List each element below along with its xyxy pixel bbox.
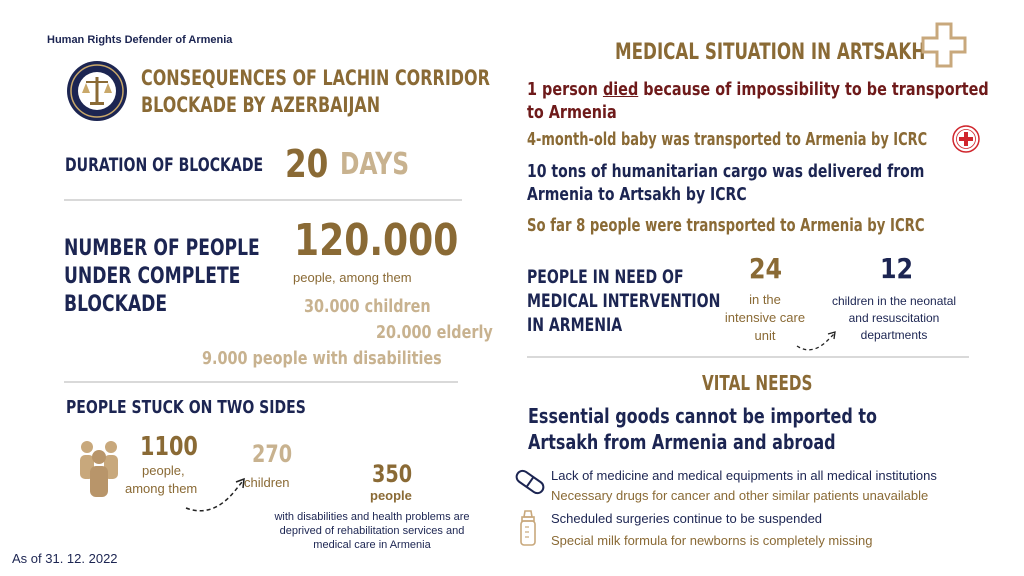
medical-title: MEDICAL SITUATION IN ARTSAKH xyxy=(615,40,926,65)
stuck-count3-text: people xyxy=(370,488,412,503)
stuck-count3: 350 xyxy=(372,460,413,488)
divider-left-2 xyxy=(64,381,458,383)
blockade-children: 30.000 children xyxy=(304,296,431,317)
need-count1-line1: in the xyxy=(749,292,781,307)
as-of-date: As of 31. 12. 2022 xyxy=(12,551,118,566)
cargo-line1: 10 tons of humanitarian cargo was delivered from xyxy=(527,161,925,182)
need-count1-line3: unit xyxy=(754,328,776,343)
organization-name: Human Rights Defender of Armenia xyxy=(47,34,233,46)
medical-cross-icon xyxy=(921,22,967,68)
need-count2-line3: departments xyxy=(860,328,928,342)
stuck-count2-text: children xyxy=(244,475,290,490)
blockade-sub: people, among them xyxy=(293,270,412,285)
main-title-line2: BLOCKADE BY AZERBAIJAN xyxy=(141,93,381,117)
need-count1-line2: intensive care xyxy=(724,310,806,325)
red-cross-icon xyxy=(952,125,980,153)
baby-text: 4-month-old baby was transported to Armenia by ICRC xyxy=(527,129,928,150)
blockade-label-line2: UNDER COMPLETE xyxy=(64,264,241,289)
died-post: because of impossibility to be transported xyxy=(638,79,989,100)
need-count2-line2: and resuscitation xyxy=(848,311,940,325)
died-line1 xyxy=(527,79,989,100)
blockade-label-line1: NUMBER OF PEOPLE xyxy=(64,236,260,261)
blockade-label-line3: BLOCKADE xyxy=(64,292,168,317)
blockade-elderly: 20.000 elderly xyxy=(376,322,493,343)
cargo-line2: Armenia to Artsakh by ICRC xyxy=(527,184,747,205)
need-item-3: Scheduled surgeries continue to be suspended xyxy=(551,511,823,526)
died-line2: to Armenia xyxy=(527,102,617,123)
dashed-arrow-icon xyxy=(182,470,252,516)
pill-capsule-icon xyxy=(512,466,548,498)
baby-bottle-icon xyxy=(517,509,539,547)
stuck-count1-text2: among them xyxy=(125,481,198,496)
divider-right-1 xyxy=(527,356,969,358)
essential-line2: Artsakh from Armenia and abroad xyxy=(528,430,836,454)
need-label-line2: MEDICAL INTERVENTION xyxy=(527,290,721,312)
stuck-count1: 1100 xyxy=(140,432,198,462)
stuck-title: PEOPLE STUCK ON TWO SIDES xyxy=(66,397,306,418)
vital-title: VITAL NEEDS xyxy=(702,371,813,395)
divider-left-1 xyxy=(64,199,462,201)
need-count1: 24 xyxy=(749,252,783,285)
stuck-note-line1: with disabilities and health problems are xyxy=(274,511,470,523)
need-count2-line1: children in the neonatal xyxy=(831,294,957,308)
need-label-line1: PEOPLE IN NEED OF xyxy=(527,266,684,288)
duration-number: 20 xyxy=(285,142,329,186)
stuck-note-line3: medical care in Armenia xyxy=(313,539,431,551)
need-item-4: Special milk formula for newborns is completely missing xyxy=(551,533,873,548)
blockade-number: 120.000 xyxy=(294,215,459,266)
emblem-seal-icon xyxy=(66,60,128,122)
duration-label: DURATION OF BLOCKADE xyxy=(65,154,264,176)
died-word: died xyxy=(602,79,639,100)
need-label-line3: IN ARMENIA xyxy=(527,314,623,336)
blockade-disabilities: 9.000 people with disabilities xyxy=(202,348,442,369)
transported-text: So far 8 people were transported to Armenia by ICRC xyxy=(527,215,925,236)
duration-unit: DAYS xyxy=(340,147,410,182)
died-pre: 1 person xyxy=(527,79,603,100)
stuck-note-line2: deprived of rehabilitation services and xyxy=(279,525,465,537)
stuck-count1-text1: people, xyxy=(142,463,185,478)
need-count2: 12 xyxy=(880,252,914,285)
people-group-icon xyxy=(76,437,122,499)
need-item-1: Lack of medicine and medical equipments in all medical institutions xyxy=(551,468,937,483)
main-title-line1: CONSEQUENCES OF LACHIN CORRIDOR xyxy=(141,66,490,90)
stuck-count2: 270 xyxy=(252,440,293,468)
need-item-2: Necessary drugs for cancer and other similar patients unavailable xyxy=(551,488,929,503)
essential-line1: Essential goods cannot be imported to xyxy=(528,404,877,428)
